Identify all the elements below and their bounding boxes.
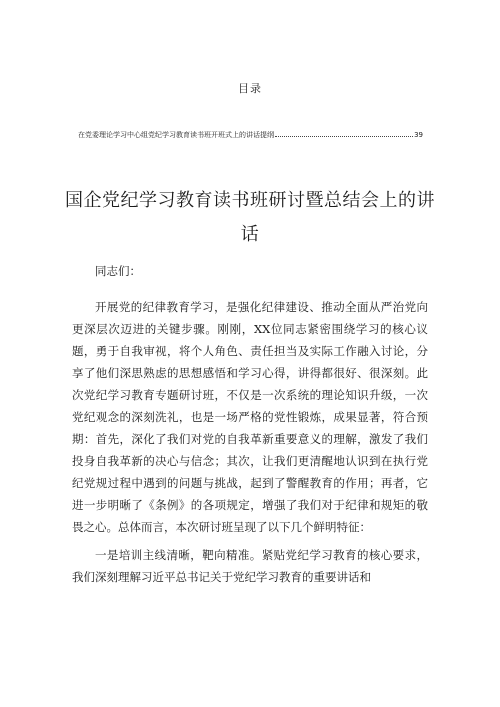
body-paragraph: 开展党的纪律教育学习，是强化纪律建设、推动全面从严治党向更深层次迈进的关键步骤。刚刚，XX位同志紧密围绕学习的核心议题，勇于自我审视，将个人角色、责任担当及实际工作融入讨论，分享了他们深思熟虑的思想感悟和学习心得，讲得都很好、很深刻。此次党纪学习教育专题研讨班，不仅是一次系统的理论知识升级，一次党纪观念的深刻洗礼，也是一场严格的党性锻炼，成果显著，符合预期：首先，深化了我们对党的自我革新重要意义的理解，激发了我们投身自我革新的决心与信念；其次，让我们更清醒地认识到在执行党纪党规过程中遇到的问题与挑战，起到了警醒教育的作用；再者，它进一步明晰了《条例》的各项规定，增强了我们对于纪律和规矩的敬畏之心。总体而言，本次研讨班呈现了以下几个鲜明特征： — [72, 300, 428, 534]
toc-leader-dots — [275, 131, 413, 137]
toc-entry-page: 39 — [414, 131, 423, 139]
document-title: 国企党纪学习教育读书班研讨暨总结会上的讲话 — [65, 190, 435, 245]
salutation: 同志们： — [95, 264, 141, 278]
toc-heading: 目录 — [238, 82, 262, 95]
toc-entry-title: 在党委理论学习中心组党纪学习教育读书班开班式上的讲话提纲 — [78, 131, 274, 139]
toc-entry[interactable] — [78, 130, 423, 140]
body-paragraph: 一是培训主线清晰，靶向精准。紧贴党纪学习教育的核心要求，我们深刻理解习近平总书记关于党纪学习教育的重要讲话和 — [72, 548, 428, 584]
document-body — [72, 260, 428, 588]
